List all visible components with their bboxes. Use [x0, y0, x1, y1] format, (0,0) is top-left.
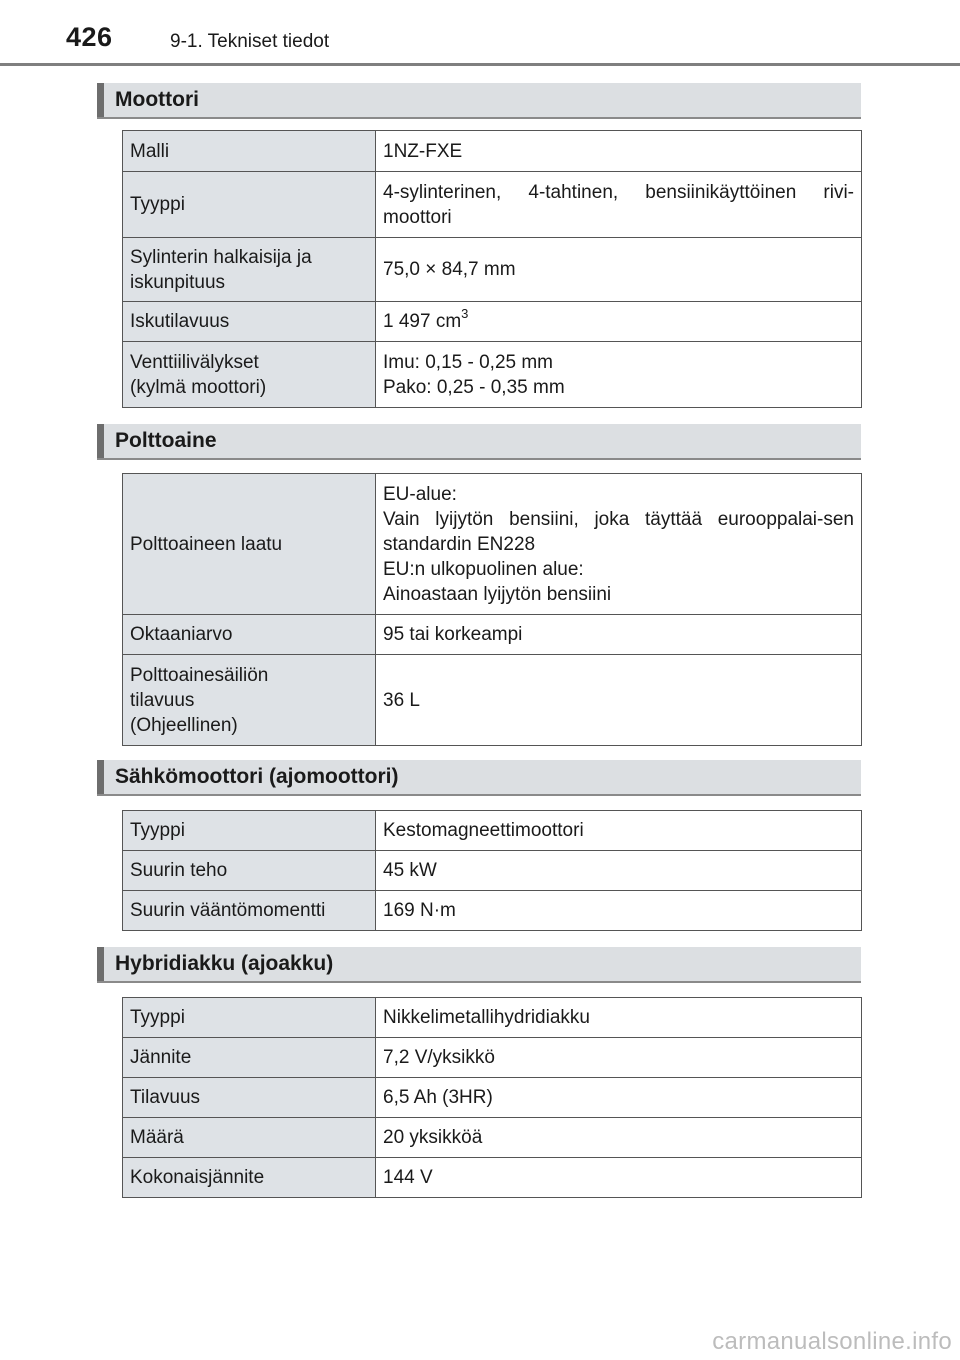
section-accent: [97, 760, 104, 794]
row-value: Nikkelimetallihydridiakku: [376, 998, 862, 1038]
section-title: Sähkömoottori (ajomoottori): [115, 765, 399, 788]
row-value: 95 tai korkeampi: [376, 615, 862, 655]
section-title: Polttoaine: [115, 429, 217, 452]
table-row: [123, 655, 862, 746]
battery-spec-table: [122, 997, 862, 1198]
table-row: [123, 851, 862, 891]
header-rule: [0, 63, 960, 66]
row-value: 6,5 Ah (3HR): [376, 1078, 862, 1118]
section-heading-motor: [97, 760, 861, 796]
row-label-line: iskunpituus: [130, 271, 226, 293]
section-accent: [97, 83, 104, 117]
row-label-line: Polttoainesäiliön: [130, 664, 269, 686]
row-value: Kestomagneettimoottori: [376, 811, 862, 851]
section-heading-fuel: [97, 424, 861, 460]
row-value: 75,0 × 84,7 mm: [376, 238, 862, 302]
row-label: Tilavuus: [123, 1078, 376, 1118]
table-row: [123, 615, 862, 655]
row-value: 45 kW: [376, 851, 862, 891]
row-label-line: Venttiilivälykset: [130, 351, 259, 373]
value-line: EU:n ulkopuolinen alue:: [383, 558, 584, 580]
table-row: [123, 238, 862, 302]
row-value: 1NZ-FXE: [376, 131, 862, 172]
table-row: [123, 172, 862, 238]
section-heading-engine: [97, 83, 861, 119]
row-label: Tyyppi: [123, 998, 376, 1038]
row-label: Jännite: [123, 1038, 376, 1078]
table-row: [123, 998, 862, 1038]
table-row: [123, 342, 862, 408]
superscript: 3: [461, 305, 469, 321]
section-heading-battery: [97, 947, 861, 983]
row-value: 144 V: [376, 1158, 862, 1198]
row-label: Tyyppi: [123, 811, 376, 851]
value-line: Ainoastaan lyijytön bensiini: [383, 583, 612, 605]
value-line: Vain lyijytön bensiini, joka täyttää eurooppalai-sen standardin EN228: [383, 508, 854, 555]
value-line: EU-alue:: [383, 483, 457, 505]
section-accent: [97, 947, 104, 981]
table-row: [123, 1158, 862, 1198]
row-value: [376, 474, 862, 615]
row-label: Tyyppi: [123, 172, 376, 238]
row-label-line: Sylinterin halkaisija ja: [130, 246, 312, 268]
value-line: Imu: 0,15 - 0,25 mm: [383, 351, 554, 373]
fuel-spec-table: [122, 473, 862, 746]
table-row: [123, 1118, 862, 1158]
motor-spec-table: [122, 810, 862, 931]
row-value: 20 yksikköä: [376, 1118, 862, 1158]
table-row: [123, 474, 862, 615]
row-value: [376, 302, 862, 342]
row-label: Kokonaisjännite: [123, 1158, 376, 1198]
row-label-line: (kylmä moottori): [130, 376, 267, 398]
section-title: Moottori: [115, 88, 199, 111]
row-label-line: (Ohjeellinen): [130, 714, 238, 736]
row-value: 4-sylinterinen, 4-tahtinen, bensiinikäyttöinen rivi-moottori: [376, 172, 862, 238]
row-label: Polttoaineen laatu: [123, 474, 376, 615]
value-text: 1 497 cm: [383, 311, 462, 332]
table-row: [123, 302, 862, 342]
chapter-title: 9-1. Tekniset tiedot: [170, 31, 330, 52]
row-label: [123, 655, 376, 746]
table-row: [123, 811, 862, 851]
row-label: Suurin teho: [123, 851, 376, 891]
row-value: 36 L: [376, 655, 862, 746]
table-row: [123, 1078, 862, 1118]
section-title: Hybridiakku (ajoakku): [115, 952, 334, 975]
row-value: 169 N·m: [376, 891, 862, 931]
page-header: [0, 0, 960, 68]
page-number: 426: [66, 22, 113, 52]
watermark: carmanualsonline.info: [712, 1328, 952, 1355]
row-label: Iskutilavuus: [123, 302, 376, 342]
row-value: 7,2 V/yksikkö: [376, 1038, 862, 1078]
row-label: Oktaaniarvo: [123, 615, 376, 655]
row-label: Suurin vääntömomentti: [123, 891, 376, 931]
row-label: Malli: [123, 131, 376, 172]
table-row: [123, 1038, 862, 1078]
row-label: [123, 238, 376, 302]
section-accent: [97, 424, 104, 458]
row-value: [376, 342, 862, 408]
row-label: Määrä: [123, 1118, 376, 1158]
table-row: [123, 891, 862, 931]
row-label: [123, 342, 376, 408]
engine-spec-table: [122, 130, 862, 408]
table-row: [123, 131, 862, 172]
value-line: Pako: 0,25 - 0,35 mm: [383, 376, 565, 398]
row-label-line: tilavuus: [130, 689, 195, 711]
